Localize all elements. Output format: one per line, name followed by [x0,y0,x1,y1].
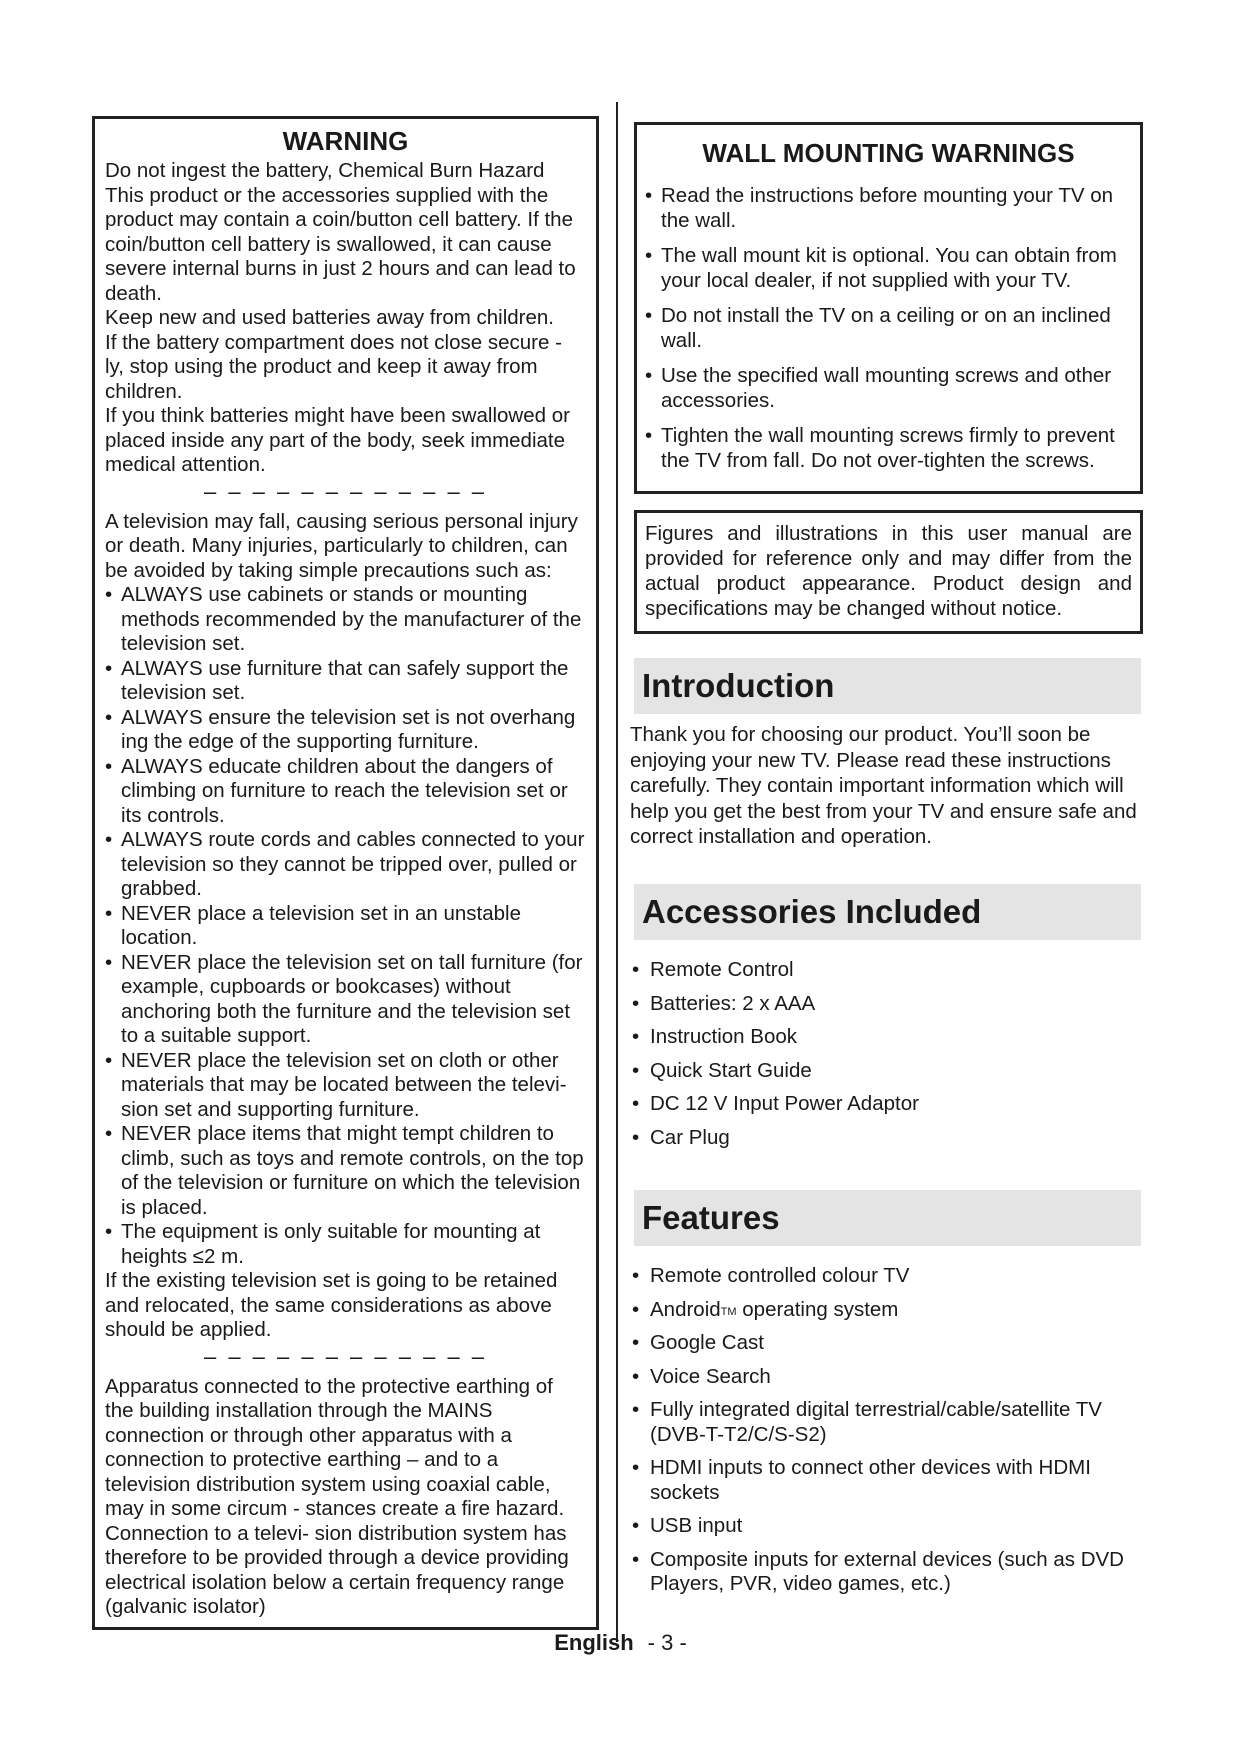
list-item: • DC 12 V Input Power Adaptor [630,1092,1160,1117]
list-item: • ALWAYS educate children about the dangers of climbing on furniture to reach the television set or its controls. [105,755,586,829]
page-footer [0,1630,1241,1656]
earthing-paragraph: Apparatus connected to the protective earthing of the building installation through the MAINS connection or through other apparatus with a connection to protective earthing – and to a television distribution system using coaxial cable, may in some circum - stances create a fire hazard. Connection to a televi- sion distribution system has therefore to be provided through a device providing electrical isolation below a certain frequency range (galvanic isolator) [105,1374,569,1618]
list-item: • Remote controlled colour TV [630,1264,1160,1289]
footer-language: English [554,1630,634,1655]
list-item: • ALWAYS ensure the television set is not overhang ing the edge of the supporting furniture. [105,706,586,755]
list-item: • ALWAYS use cabinets or stands or mounting methods recommended by the manufacturer of the television set. [105,583,586,657]
features-heading: Features [634,1190,1141,1246]
list-item: • Car Plug [630,1126,1160,1151]
separator: – – – – – – – – – – – – [203,478,488,504]
list-item: • ALWAYS route cords and cables connected to your television so they cannot be tripped over, pulled or grabbed. [105,828,586,902]
introduction-heading: Introduction [634,658,1141,714]
warning-line: Do not ingest the battery, Chemical Burn Hazard [105,159,545,182]
wall-mounting-box [634,122,1143,494]
list-item: • Tighten the wall mounting screws firmly to prevent the TV from fall. Do not over-tighten the screws. [645,423,1132,473]
accessories-list [630,958,1160,1159]
list-item [630,1298,1160,1323]
warning-paragraph: Keep new and used batteries away from children. [105,306,554,329]
list-item: • Google Cast [630,1331,1160,1356]
tip-over-intro: A television may fall, causing serious personal injury or death. Many injuries, particularly to children, can be avoided by taking simple precautions such as: [105,509,578,582]
trademark-mark: TM [720,1305,737,1318]
wall-mounting-list [645,183,1132,473]
tip-over-list [105,583,586,1269]
list-item: • Quick Start Guide [630,1059,1160,1084]
list-item: • The equipment is only suitable for mounting at heights ≤2 m. [105,1220,586,1269]
list-item: • Do not install the TV on a ceiling or on an inclined wall. [645,303,1132,353]
list-item: • ALWAYS use furniture that can safely support the television set. [105,657,586,706]
list-item: • NEVER place a television set in an unstable location. [105,902,586,951]
list-item: • Batteries: 2 x AAA [630,992,1160,1017]
list-item: • Instruction Book [630,1025,1160,1050]
wall-mounting-title: WALL MOUNTING WARNINGS [702,138,1075,168]
list-item: • HDMI inputs to connect other devices with HDMI sockets [630,1456,1160,1505]
warning-paragraph: If you think batteries might have been swallowed or placed inside any part of the body, seek immediate medical attention. [105,404,570,476]
list-item: • Use the specified wall mounting screws and other accessories. [645,363,1132,413]
page-number: - 3 - [647,1630,687,1655]
warning-paragraph: If the battery compartment does not close secure - ly, stop using the product and keep it away from children. [105,330,562,403]
column-divider [616,102,618,1642]
list-item: • Voice Search [630,1365,1160,1390]
list-item: • Composite inputs for external devices (such as DVD Players, PVR, video games, etc.) [630,1548,1160,1597]
features-list [630,1264,1160,1606]
list-item: • Read the instructions before mounting your TV on the wall. [645,183,1132,233]
android-suffix: operating system [742,1297,899,1321]
android-label: Android [650,1297,721,1321]
list-item: • Fully integrated digital terrestrial/cable/satellite TV (DVB-T-T2/C/S-S2) [630,1398,1160,1447]
accessories-heading: Accessories Included [634,884,1141,940]
list-item: • USB input [630,1514,1160,1539]
separator: – – – – – – – – – – – – [203,1343,488,1369]
list-item: • NEVER place items that might tempt children to climb, such as toys and remote controls, on the top of the television or furniture on which the television is placed. [105,1122,586,1220]
list-item: • Remote Control [630,958,1160,983]
warning-paragraph: This product or the accessories supplied with the product may contain a coin/button cell battery. If the coin/button cell battery is swallowed, it can cause severe internal burns in just 2 hours and can lead to death. [105,183,576,305]
list-item: • NEVER place the television set on cloth or other materials that may be located between the televi- sion set and supporting furniture. [105,1049,586,1123]
figures-note-box: Figures and illustrations in this user manual are provided for reference only and may differ from the actual product appearance. Product design and specifications may be changed without notice. [634,510,1143,634]
warning-title: WARNING [282,126,409,156]
introduction-text: Thank you for choosing our product. You’ll soon be enjoying your new TV. Please read these instructions carefully. They contain important information which will help you get the best from your TV and ensure safe and correct installation and operation. [630,723,1137,848]
list-item: • The wall mount kit is optional. You can obtain from your local dealer, if not supplied with your TV. [645,243,1132,293]
tip-over-outro: If the existing television set is going to be retained and relocated, the same considerations as above should be applied. [105,1269,558,1341]
list-item: • NEVER place the television set on tall furniture (for example, cupboards or bookcases) without anchoring both the furniture and the television set to a suitable support. [105,951,586,1049]
warning-box [92,116,599,1630]
